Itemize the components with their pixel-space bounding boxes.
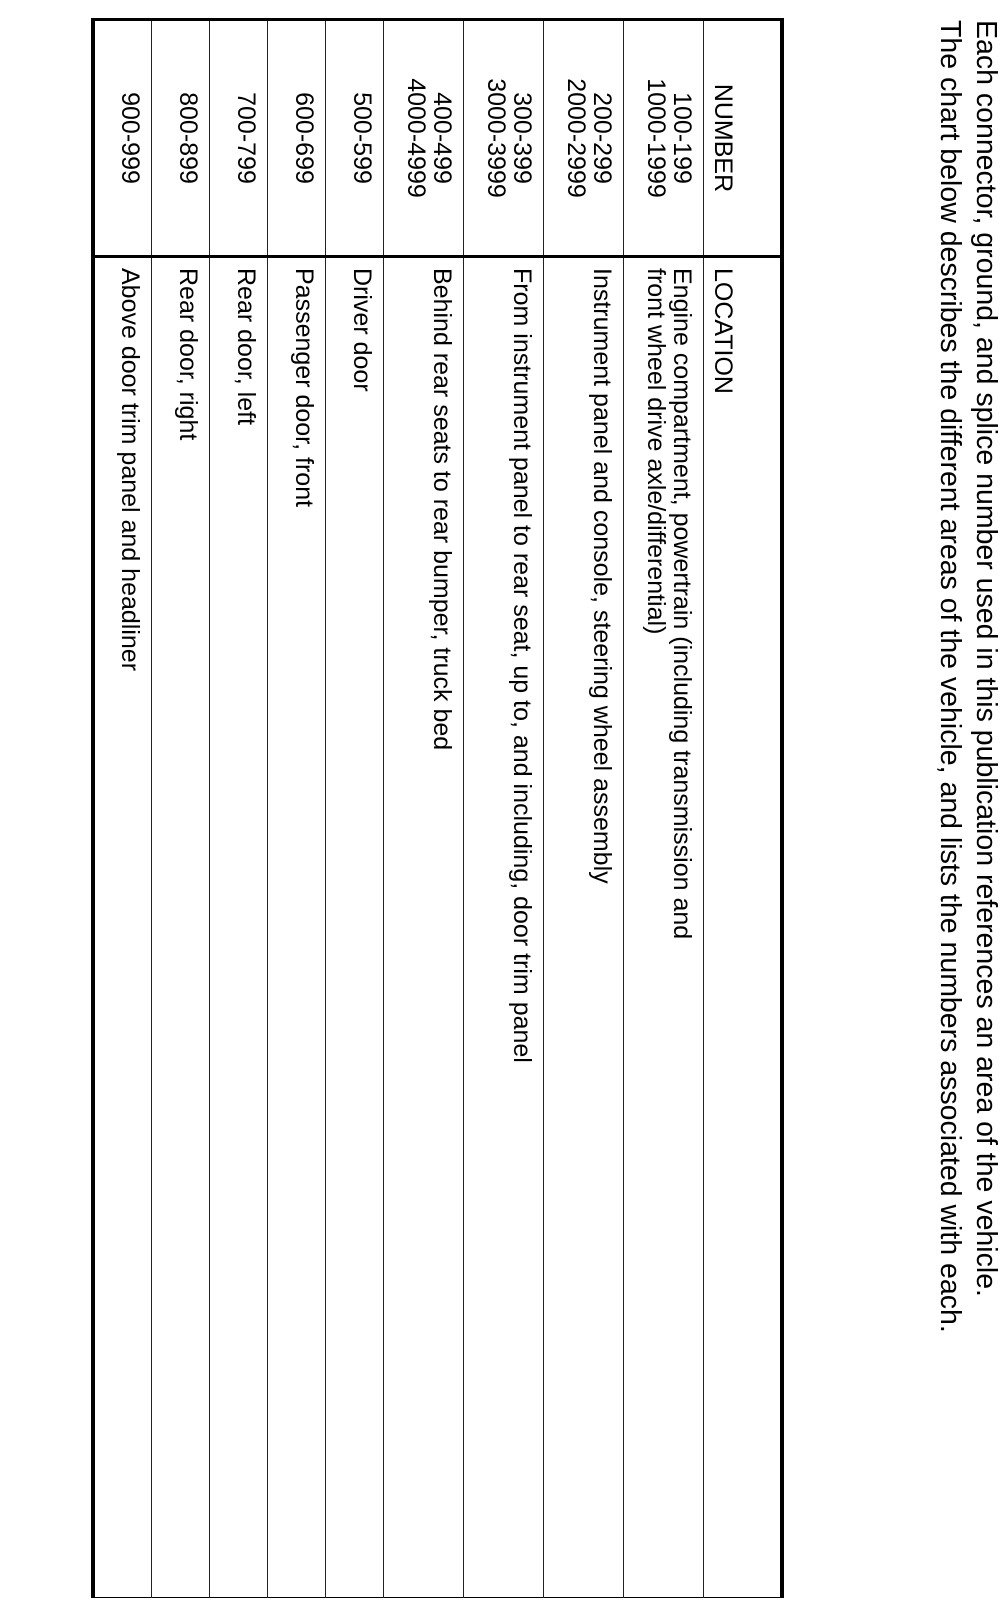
table-header-row (704, 20, 783, 1598)
number-range: 4000-4999 (402, 78, 430, 198)
number-range: 200-299 (588, 92, 616, 184)
number-cell: 700-799 (210, 20, 268, 257)
number-range: 100-199 (668, 92, 696, 184)
number-range: 2000-2999 (562, 78, 590, 198)
location-text: From instrument panel to rear seat, up to, and including, door trim panel (508, 268, 536, 1063)
location-text: Behind rear seats to rear bumper, truck bed (428, 268, 456, 751)
number-cell (464, 20, 544, 257)
location-cell (544, 257, 624, 1598)
number-range: 300-399 (508, 92, 536, 184)
number-cell: 800-899 (152, 20, 210, 257)
number-cell: 600-699 (268, 20, 326, 257)
table-row (624, 20, 704, 1598)
table-row (326, 20, 384, 1598)
header-number: NUMBER (704, 20, 783, 257)
number-range: 1000-1999 (642, 78, 670, 198)
location-text: Engine compartment, powertrain (including transmission and (668, 268, 696, 940)
connector-number-table (92, 18, 785, 1598)
table-row (152, 20, 210, 1598)
table-row (464, 20, 544, 1598)
location-cell (624, 257, 704, 1598)
table-row (94, 20, 152, 1598)
location-cell: Rear door, left (210, 257, 268, 1598)
number-cell: 500-599 (326, 20, 384, 257)
number-range: 400-499 (428, 92, 456, 184)
number-cell (624, 20, 704, 257)
intro-text (932, 20, 1004, 1580)
location-text: Instrument panel and console, steering wheel assembly (588, 268, 616, 884)
number-cell (384, 20, 464, 257)
table-row (544, 20, 624, 1598)
location-cell (464, 257, 544, 1598)
number-range: 3000-3999 (482, 78, 510, 198)
location-cell: Rear door, right (152, 257, 210, 1598)
location-cell (384, 257, 464, 1598)
intro-line: Each connector, ground, and splice number used in this publication references an area of the vehicle. (970, 20, 1002, 1297)
table-row (210, 20, 268, 1598)
location-cell: Driver door (326, 257, 384, 1598)
table-row (268, 20, 326, 1598)
location-cell: Above door trim panel and headliner (94, 257, 152, 1598)
table-row (384, 20, 464, 1598)
number-cell: 900-999 (94, 20, 152, 257)
location-text: front wheel drive axle/differential) (642, 268, 670, 635)
header-location: LOCATION (704, 257, 783, 1598)
location-cell: Passenger door, front (268, 257, 326, 1598)
intro-line: The chart below describes the different areas of the vehicle, and lists the numbers associated with each. (934, 20, 966, 1333)
number-cell (544, 20, 624, 257)
